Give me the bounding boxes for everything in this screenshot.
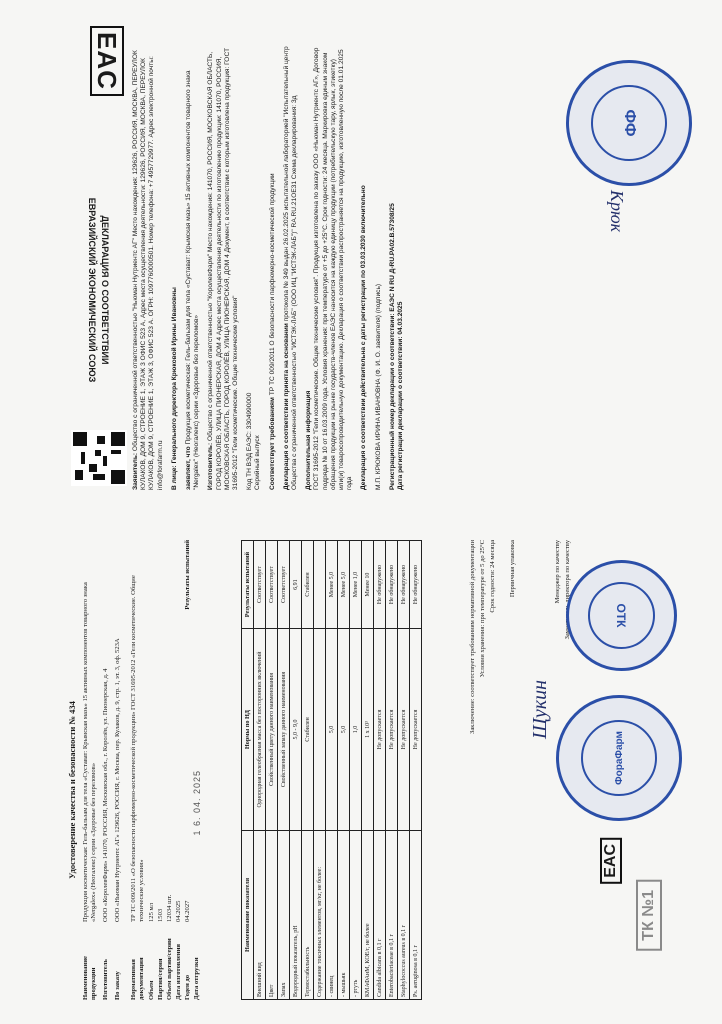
table-cell: Соответствует [278,541,290,629]
tk-stamp: ТК №1 [636,880,662,951]
quality-stamp-icon: ОТК [566,560,677,671]
table-cell [314,541,326,629]
table-cell: Менее 1,0 [350,541,362,629]
table-cell: Соответствует [254,541,266,629]
table-cell: Свойственный запаху данного наименования [278,629,290,831]
table-cell: Водородный показатель, pH [290,830,302,999]
qr-code-icon [71,430,127,486]
table-cell: Менее 5,0 [338,541,350,629]
table-cell: Запах [278,830,290,999]
table-cell: 1,0 [350,629,362,831]
table-cell: - свинец [326,830,338,999]
table-row [326,541,338,1000]
table-cell: Свойственный цвету данного наименования [266,629,278,831]
table-cell: Staphylococcus aureus в 0,1 г [398,830,410,999]
table-cell: Цвет [266,830,278,999]
field-label: Дата отгрузки [193,957,200,1000]
table-row [290,541,302,1000]
table-cell: Однородная гелеобразная масса без посторонних включений [254,629,266,831]
field-value: 12034 шт. [166,894,173,922]
storage-text: Условия хранения: при температуре от 5 до 25°С [479,540,486,678]
table-cell: Содержание токсичных элементов, мг/кг, не более: [314,830,326,999]
field-value: 04.2025 [175,900,182,922]
signature-icon: Щукин [529,680,551,740]
certificate-field [82,540,97,1000]
quality-manager-text: Менеджер по качеству [554,540,561,604]
field-label: Наименование продукции [82,956,97,1000]
table-cell: 6,91 [290,541,302,629]
field-label: Годен до [184,974,191,1000]
field-value: ООО «КоролевФарм» 141070, РОССИЯ, Московская обл., г. Королёв, ул. Пионерская, д. 4 [102,668,109,922]
column-header: Результаты испытаний [242,541,254,629]
packaging-text: Первичная упаковка [509,540,516,598]
table-cell: Внешний вид [254,830,266,999]
table-row [410,541,422,1000]
table-cell: Enterobacteriaceae в 0,1 г [386,830,398,999]
field-value: ООО «Ньюман Нутриентс АГ» 129626, РОССИЯ, г. Москва, пер. Кулаков, д. 9, стр. 1, эт. 3, оф. 523А [114,638,121,922]
conclusion-text: Заключение: соответствует требованиям нормативной документации [469,540,476,734]
table-cell: Candida albicans в 0,1 г [374,830,386,999]
table-row [374,541,386,1000]
quality-certificate-panel [0,520,722,1024]
table-cell: Ps. aeruginosa в 0,1 г [410,830,422,999]
table-cell: Термостабильность [302,830,314,999]
certificate-field [130,540,145,1000]
results-title: Результаты испытаний [184,540,191,610]
results-table [241,540,422,1000]
director-text: Заместитель директора по качеству [564,540,571,640]
field-value: 04.2027 [184,900,191,922]
table-cell: Не допускается [374,629,386,831]
table-cell: Не допускается [386,629,398,831]
table-row [350,541,362,1000]
table-row [266,541,278,1000]
eac-logo: EAC [91,26,122,96]
table-cell: 5,0 - 9,0 [290,629,302,831]
signature-icon: Крюк [607,190,627,233]
table-row [338,541,350,1000]
field-value: 1503 [157,908,164,922]
table-row [278,541,290,1000]
table-row [386,541,398,1000]
company-stamp-icon: ФораФарм [556,695,682,821]
column-header: Нормы по НД [242,629,254,831]
certificate-title: Удостоверение качества и безопасности № 434 [67,701,77,879]
field-label: Объем [148,980,155,1000]
field-label: Изготовитель [102,959,109,1000]
table-row [254,541,266,1000]
table-cell: Не допускается [398,629,410,831]
table-cell: КМАФАнМ, КОЕ/г, не более [362,830,374,999]
column-header: Наименование показателя [242,830,254,999]
table-cell: Стабилен [302,629,314,831]
company-stamp-icon: ФФ [566,60,692,186]
declaration-title: ДЕКЛАРАЦИЯ О СООТВЕТСТВИИ [100,215,110,365]
field-label: Партия/серия [157,958,164,1000]
table-cell: Стабилен [302,541,314,629]
table-row [398,541,410,1000]
table-header-row [242,541,254,1000]
table-cell: 5,0 [326,629,338,831]
table-cell: Не допускается [410,629,422,831]
union-title: ЕВРАЗИЙСКИЙ ЭКОНОМИЧЕСКИЙ СОЮЗ [87,197,97,383]
table-cell: - мышьяк [338,830,350,999]
table-cell: Не обнаружено [374,541,386,629]
field-value: Продукция косметическая: Гель-бальзам для тела «Сустават: Крымская мазь» 15 активных компонентов товарного знака «Nergalex» (Неогалекс) серии «Здоровье без переломов» [82,582,97,922]
table-row [302,541,314,1000]
table-cell: Менее 5,0 [326,541,338,629]
field-value: ТР ТС 009/2011 «О безопасности парфюмерно-косметической продукции» ГОСТ 31695-2012 «Гели косметические. Общие технические условия» [130,575,145,922]
field-label: Нормативная документация [130,957,145,1000]
table-cell: Не обнаружено [398,541,410,629]
declaration-body: Заявитель: Общество с ограниченной ответственностью "Ньюман Нутриентс АГ" Место нахождения: 129626, РОССИЯ, МОСКВА, ПЕРЕУЛОК КУЛАКОВ, ДОМ 9, СТРОЕНИЕ 1, ЭТАЖ 3 ОФИС 523 А, Адрес места осуществления деятельности: 129626, РОССИЯ, МОСКВА, ПЕРЕУЛОК КУЛАКОВ, ДОМ 9, СТРОЕНИЕ 1, ЭТАЖ 3, ОФИС 523 А. ОГРН: 1097760000501. Номер телефона: +7 4957729977. Адрес электронной почты: info@forafarm.ru В лице: Генерального директора Крюковой Ирины Ивановны заявляет, что Продукция косметическая: Гель-бальзам для тела «Сустават: Крымская мазь» 15 активных компонентов товарного знака "Nergalex" (Неогалекс) серии «Здоровье без переломов» Изготовитель: Общество с ограниченной ответственностью "КоролевФарм" Место нахождения: 141070, РОССИЯ, МОСКОВСКАЯ ОБЛАСТЬ, ГОРОД КОРОЛЁВ, УЛИЦА ПИОНЕРСКАЯ, ДОМ 4 Адрес места осуществления деятельности по изготовлению продукции: 141070, РОССИЯ, МОСКОВСКАЯ ОБЛАСТЬ, ГОРОД КОРОЛЁВ, УЛИЦА ПИОНЕРСКАЯ, ДОМ 4 Документ, в соответствии с которым изготовлена продукция: ГОСТ 31695-2012 "Гели косметические. Общие технические условия" Код ТН ВЭД ЕАЭС: 3304990000 Серийный выпуск Соответствует требованиям ТР ТС 009/2011 О безопасности парфюмерно-косметической продукции Декларация о соответствии принята на основании протокола № 349 выдан 26.02.2025 испытательной лабораторией "Испытательный центр Общества с ограниченной ответственностью "ИСТЭК-ЛАБ" (ООО ИЦ "ИСТЭК-ЛАБ")" RA.RU.21ОЕ31 Схема декларирования: 3д Дополнительная информация ГОСТ 31695-2012 "Гели косметические. Общие технические условия". Продукция изготовлена по заказу ООО «Ньюман Нутриентс АГ», Договор подряда № 10 от 16.03.2009 года. Условия хранения: при температуре от +5 до +25°С. Срок годности: 24 месяца. Маркировка единым знаком обращения продукции на рынке государств-членов ЕАЭС наносится на каждую единицу продукции (потребительскую тару, ярлык, этикетку) или(и) товаросопроводительную документацию. Декларация о соответствии распространяется на продукцию, изготовленную после 01.01.2025 года Декларация о соответствии действительна с даты регистрации по 03.03.2030 включительно М.П. КРЮКОВА ИРИНА ИВАНОВНА (Ф. И. О. заявителя) (подпись) Регистрационный номер декларации о соответствии: ЕАЭС N RU Д-RU.РА02.В.57308/25 Дата регистрации декларации о соответствии: 04.03.2025 [132,46,405,490]
eac-mark-icon: EAC [600,838,622,884]
date-stamp: 1 6. 04. 2025 [192,770,202,836]
table-cell: Не обнаружено [410,541,422,629]
table-cell: Соответствует [266,541,278,629]
table-row [362,541,374,1000]
shelf-life-text: Срок годности: 24 месяца [489,540,496,613]
field-label: По заказу [114,971,121,1000]
certificate-field [114,540,124,1000]
table-cell: - ртуть [350,830,362,999]
table-row [314,541,326,1000]
field-label: Объем партии/серии [166,938,173,1000]
table-cell: 1 x 10³ [362,629,374,831]
field-label: Дата изготовления [175,944,182,1000]
table-cell: Не обнаружено [386,541,398,629]
field-value: 125 мл [148,902,155,922]
table-cell: 5,0 [338,629,350,831]
certificate-field [102,540,112,1000]
table-cell [314,629,326,831]
table-cell: Менее 10 [362,541,374,629]
